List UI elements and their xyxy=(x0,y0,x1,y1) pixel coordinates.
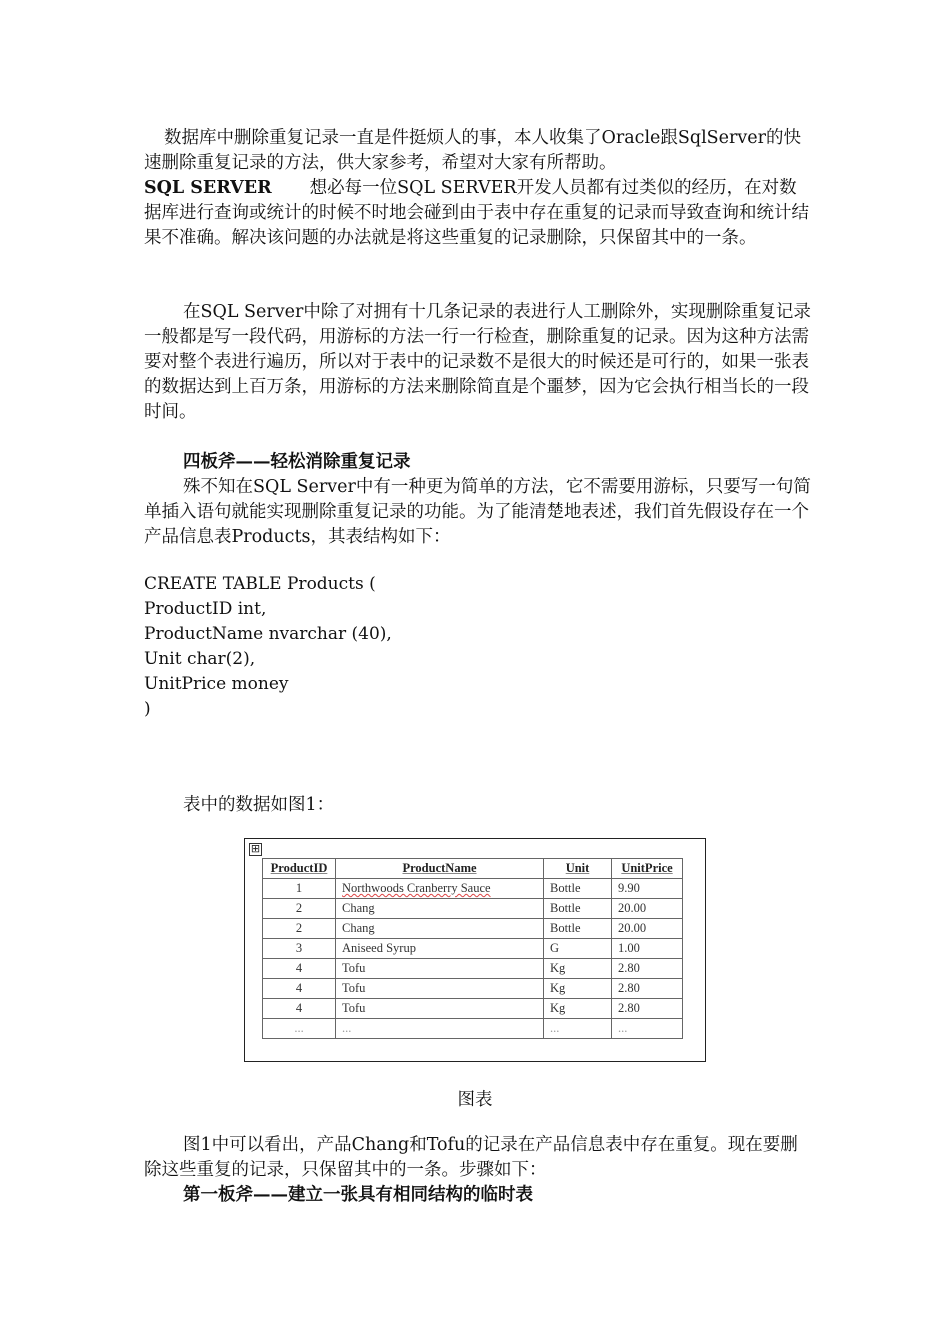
products-table xyxy=(262,858,683,1039)
cell-productid: 2 xyxy=(263,899,336,919)
cell-unitprice: 2.80 xyxy=(612,979,683,999)
cell-unitprice: 20.00 xyxy=(612,899,683,919)
table-row xyxy=(263,999,683,1019)
code-line: ProductName nvarchar (40), xyxy=(144,624,392,644)
create-table-code xyxy=(144,572,392,722)
cell-unit: Bottle xyxy=(544,879,612,899)
cell-productname: Tofu xyxy=(336,959,544,979)
cell-productid: 3 xyxy=(263,939,336,959)
intro-line1: 数据库中删除重复记录一直是件挺烦人的事，本人收集了Oracle跟SqlServer的快速删除重复记录的方法，供大家参考，希望对大家有所帮助。 xyxy=(144,128,802,173)
cell-productname: Tofu xyxy=(336,979,544,999)
paragraph-simple-method: 殊不知在SQL Server中有一种更为简单的方法，它不需要用游标，只要写一句简单插入语句就能实现删除重复记录的功能。为了能清楚地表述，我们首先假设存在一个产品信息表Products，其表结构如下： xyxy=(144,477,811,547)
code-line: UnitPrice money xyxy=(144,674,289,694)
cell-unitprice: ... xyxy=(612,1019,683,1039)
cell-unit: Kg xyxy=(544,999,612,1019)
cell-unit: ... xyxy=(544,1019,612,1039)
cell-unit: Bottle xyxy=(544,919,612,939)
table-move-handle-icon[interactable]: ⊞ xyxy=(250,842,261,855)
cell-productname: Aniseed Syrup xyxy=(336,939,544,959)
intro-paragraph xyxy=(144,126,814,251)
cell-unit: G xyxy=(544,939,612,959)
cell-unitprice: 9.90 xyxy=(612,879,683,899)
table-header-row xyxy=(263,859,683,879)
header-unitprice: UnitPrice xyxy=(612,859,683,879)
code-line: Unit char(2), xyxy=(144,649,256,669)
table-row xyxy=(263,979,683,999)
header-productid: ProductID xyxy=(263,859,336,879)
cell-productname: Northwoods Cranberry Sauce xyxy=(336,879,544,899)
cell-unit: Kg xyxy=(544,979,612,999)
cell-productname: Chang xyxy=(336,899,544,919)
cell-productname: Tofu xyxy=(336,999,544,1019)
cell-unitprice: 20.00 xyxy=(612,919,683,939)
cell-unitprice: 2.80 xyxy=(612,999,683,1019)
code-line: ) xyxy=(144,699,151,719)
cell-unitprice: 1.00 xyxy=(612,939,683,959)
cell-productid: 4 xyxy=(263,979,336,999)
table-row xyxy=(263,919,683,939)
cell-unit: Bottle xyxy=(544,899,612,919)
code-line: ProductID int, xyxy=(144,599,267,619)
paragraph-duplicates-found: 图1中可以看出，产品Chang和Tofu的记录在产品信息表中存在重复。现在要删除这些重复的记录，只保留其中的一条。步骤如下： xyxy=(144,1135,798,1180)
cell-unitprice: 2.80 xyxy=(612,959,683,979)
heading-four-axes: 四板斧——轻松消除重复记录 xyxy=(183,452,411,472)
cell-productname: Chang xyxy=(336,919,544,939)
cell-productname: ... xyxy=(336,1019,544,1039)
paragraph-cursor-method: 在SQL Server中除了对拥有十几条记录的表进行人工删除外，实现删除重复记录一般都是写一段代码，用游标的方法一行一行检查，删除重复的记录。因为这种方法需要对整个表进行遍历，所以对于表中的记录数不是很大的时候还是可行的，如果一张表的数据达到上百万条，用游标的方法来删除简直是个噩梦，因为它会执行相当长的一段时间。 xyxy=(144,302,811,422)
table-row xyxy=(263,1019,683,1039)
cell-unit: Kg xyxy=(544,959,612,979)
table-row xyxy=(263,959,683,979)
table-row xyxy=(263,879,683,899)
heading-first-axe: 第一板斧——建立一张具有相同结构的临时表 xyxy=(183,1185,533,1205)
figure-intro: 表中的数据如图1： xyxy=(183,795,335,815)
code-line: CREATE TABLE Products ( xyxy=(144,574,376,594)
figure-caption: 图表 xyxy=(457,1090,493,1110)
header-productname: ProductName xyxy=(336,859,544,879)
intro-line2: 想必每一位SQL SERVER开发人员都有过类似的经历，在对数据库进行查询或统计的时候不时地会碰到由于表中存在重复的记录而导致查询和统计结果不准确。解决该问题的办法就是将这些重复的记录删除，只保留其中的一条。 xyxy=(144,178,809,248)
table-row xyxy=(263,899,683,919)
cell-productid: 1 xyxy=(263,879,336,899)
cell-productid: 4 xyxy=(263,999,336,1019)
cell-productid: ... xyxy=(263,1019,336,1039)
cell-productid: 2 xyxy=(263,919,336,939)
table-row xyxy=(263,939,683,959)
cell-productid: 4 xyxy=(263,959,336,979)
header-unit: Unit xyxy=(544,859,612,879)
sql-server-label: SQL SERVER xyxy=(144,178,272,198)
